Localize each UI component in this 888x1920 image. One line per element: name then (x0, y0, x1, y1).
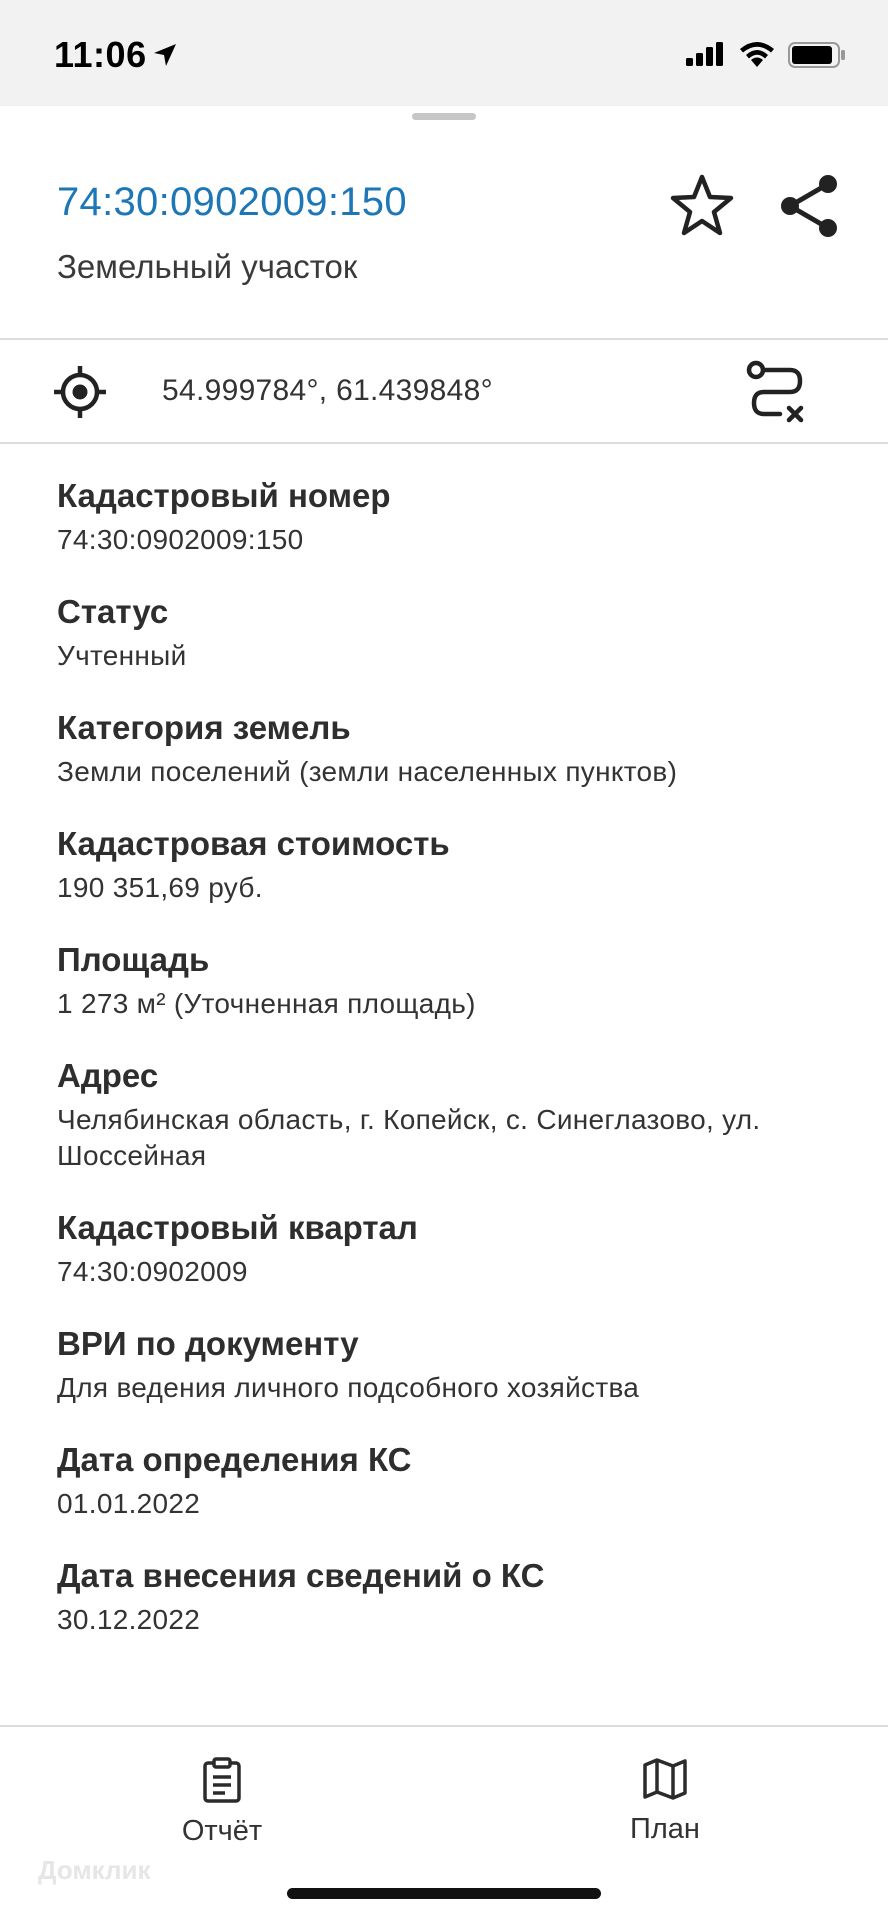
locate-button[interactable] (52, 364, 108, 420)
plan-label: План (630, 1813, 700, 1845)
clipboard-icon (200, 1757, 244, 1803)
field-value: 30.12.2022 (57, 1604, 201, 1635)
home-indicator[interactable] (287, 1888, 601, 1899)
domclick-watermark: Домклик (38, 1855, 151, 1885)
map-icon (642, 1757, 688, 1801)
field-cadastral-quarter (57, 1208, 847, 1290)
coordinates-row (0, 340, 888, 442)
object-header (0, 126, 888, 338)
field-land-category (57, 708, 847, 790)
report-button[interactable] (122, 1743, 322, 1863)
field-value: Учтенный (57, 640, 187, 671)
status-bar (0, 0, 888, 106)
battery-icon (788, 42, 846, 68)
field-label: Адрес (57, 1057, 159, 1094)
field-permitted-use (57, 1324, 847, 1406)
cadastral-number-title[interactable]: 74:30:0902009:150 (57, 180, 407, 224)
field-label: Кадастровый номер (57, 477, 391, 514)
object-type-subtitle: Земельный участок (57, 248, 358, 285)
field-status (57, 592, 847, 674)
field-label: Категория земель (57, 709, 351, 746)
property-details (57, 476, 847, 1672)
status-time: 11:06 (54, 34, 147, 75)
field-label: Кадастровая стоимость (57, 825, 450, 862)
cellular-signal-icon (686, 42, 726, 66)
field-label: Дата внесения сведений о КС (57, 1557, 545, 1594)
field-label: Кадастровый квартал (57, 1209, 418, 1246)
field-value: 1 273 м² (Уточненная площадь) (57, 988, 476, 1019)
route-clear-icon (742, 358, 812, 428)
share-button[interactable] (774, 170, 846, 242)
field-area (57, 940, 847, 1022)
sheet-drag-handle[interactable] (412, 113, 476, 120)
star-outline-icon (666, 170, 738, 242)
field-entry-date (57, 1556, 847, 1638)
share-icon (774, 170, 846, 242)
field-value: Земли поселений (земли населенных пунктов) (57, 756, 678, 787)
field-value: 190 351,69 руб. (57, 872, 263, 903)
field-label: Статус (57, 593, 169, 630)
crosshair-icon (52, 364, 108, 420)
coordinates-text[interactable]: 54.999784°, 61.439848° (162, 374, 493, 407)
field-value: Для ведения личного подсобного хозяйства (57, 1372, 640, 1403)
field-label: ВРИ по документу (57, 1325, 359, 1362)
field-valuation-date (57, 1440, 847, 1522)
route-button[interactable] (742, 358, 812, 428)
field-cadastral-value (57, 824, 847, 906)
report-label: Отчёт (181, 1815, 263, 1847)
field-cadastral-number (57, 476, 847, 558)
field-value: 01.01.2022 (57, 1488, 201, 1519)
field-value: 74:30:0902009:150 (57, 524, 304, 555)
plan-button[interactable] (565, 1743, 765, 1863)
field-value: Челябинская область, г. Копейск, с. Синеглазово, ул. Шоссейная (57, 1104, 761, 1171)
field-value: 74:30:0902009 (57, 1256, 248, 1287)
field-label: Дата определения КС (57, 1441, 412, 1478)
divider (0, 442, 888, 444)
favorite-button[interactable] (666, 170, 738, 242)
wifi-icon (738, 40, 776, 68)
field-label: Площадь (57, 941, 210, 978)
location-arrow-icon (152, 42, 178, 68)
field-address (57, 1056, 847, 1174)
